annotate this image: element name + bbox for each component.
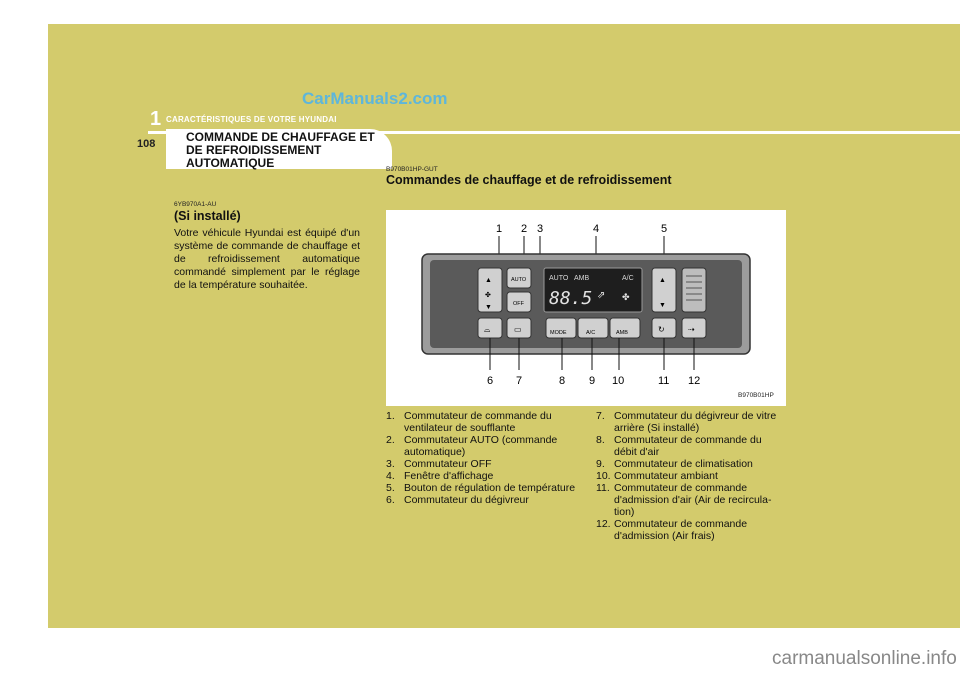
auto-button-label: AUTO — [511, 277, 527, 283]
temp-down-icon: ▼ — [659, 302, 666, 309]
airflow-mode-icon: ⇗ — [597, 290, 606, 301]
list-item — [386, 494, 576, 506]
page-number: 108 — [137, 138, 156, 150]
display-temperature: 88.5 — [549, 288, 593, 309]
callout-11: 11 — [658, 375, 670, 387]
item-number: 12. — [596, 518, 611, 530]
control-panel-figure — [386, 210, 786, 406]
item-number: 1. — [386, 410, 395, 422]
item-number: 7. — [596, 410, 605, 422]
item-number: 10. — [596, 470, 611, 482]
callout-10: 10 — [612, 375, 625, 387]
figure-section-title: Commandes de chauffage et de refroidissement — [386, 173, 672, 187]
item-text: Commutateur AUTO (commande automatique) — [404, 434, 558, 458]
watermark-link[interactable]: CarManuals2.com — [302, 89, 448, 108]
display-amb-label: AMB — [574, 275, 590, 282]
list-item — [596, 458, 786, 470]
item-text: Commutateur de commande d'admission d'air (Air de recircula-tion) — [614, 482, 772, 518]
callout-7: 7 — [516, 375, 523, 387]
list-item — [596, 482, 786, 518]
item-number: 11. — [596, 482, 610, 494]
section-title: COMMANDE DE CHAUFFAGE ET DE REFROIDISSEMENT AUTOMATIQUE — [186, 130, 375, 170]
intro-paragraph: Votre véhicule Hyundai est équipé d'un système de commande de chauffage et de refroidissement automatique commandé simplement par le réglage de la température souhaitée. — [174, 227, 360, 291]
item-number: 4. — [386, 470, 395, 482]
callout-12: 12 — [688, 375, 701, 387]
fresh-air-icon: ⇢ — [688, 325, 695, 334]
fan-up-icon: ▲ — [485, 277, 492, 284]
chapter-number: 1 — [150, 108, 162, 130]
list-item — [386, 434, 576, 458]
item-number: 3. — [386, 458, 395, 470]
list-item — [596, 410, 786, 434]
ac-button-label: A/C — [586, 330, 596, 336]
control-panel-diagram — [386, 210, 786, 406]
item-text: Commutateur de commande du débit d'air — [614, 434, 762, 458]
defroster-icon: ⌓ — [484, 325, 491, 334]
fan-display-icon: ✤ — [622, 292, 630, 302]
list-item — [386, 482, 576, 494]
callout-8: 8 — [559, 375, 566, 387]
callout-1: 1 — [496, 223, 503, 235]
section-subtitle: (Si installé) — [174, 209, 241, 223]
legend-list-right — [596, 410, 786, 542]
item-text: Fenêtre d'affichage — [404, 470, 494, 482]
item-text: Bouton de régulation de température — [404, 482, 576, 494]
figure-code: B970B01HP — [738, 392, 774, 399]
vent-grille — [682, 268, 706, 312]
list-item — [386, 410, 576, 434]
amb-button-label: AMB — [616, 330, 628, 336]
item-text: Commutateur du dégivreur — [404, 494, 529, 506]
list-item — [596, 434, 786, 458]
list-item — [596, 470, 786, 482]
item-number: 8. — [596, 434, 605, 446]
callout-5: 5 — [661, 223, 668, 235]
figure-section-code: B970B01HP-GUT — [386, 166, 438, 173]
temp-up-icon: ▲ — [659, 277, 666, 284]
footer-watermark[interactable]: carmanualsonline.info — [772, 648, 957, 669]
item-text: Commutateur du dégivreur de vitre arrière (Si installé) — [614, 410, 777, 434]
item-text: Commutateur ambiant — [614, 470, 718, 482]
callout-4: 4 — [593, 223, 600, 235]
item-number: 6. — [386, 494, 395, 506]
item-text: Commutateur de commande du ventilateur de soufflante — [404, 410, 552, 434]
item-number: 9. — [596, 458, 605, 470]
display-ac-label: A/C — [622, 275, 634, 282]
item-text: Commutateur de climatisation — [614, 458, 753, 470]
item-text: Commutateur de commande d'admission (Air frais) — [614, 518, 748, 542]
section-code: 6YB970A1-AU — [174, 201, 217, 208]
list-item — [386, 458, 576, 470]
item-number: 5. — [386, 482, 395, 494]
item-text: Commutateur OFF — [404, 458, 492, 470]
fan-icon: ✤ — [485, 292, 491, 299]
recirculation-icon: ↻ — [658, 325, 665, 334]
list-item — [596, 518, 786, 542]
list-item — [386, 470, 576, 482]
top-margin — [0, 0, 960, 24]
callout-2: 2 — [521, 223, 528, 235]
display-auto-label: AUTO — [549, 275, 569, 282]
callout-3: 3 — [537, 223, 544, 235]
mode-button-label: MODE — [550, 330, 567, 336]
callout-6: 6 — [487, 375, 494, 387]
fan-down-icon: ▼ — [485, 304, 492, 311]
off-button-label: OFF — [513, 301, 524, 307]
item-number: 2. — [386, 434, 395, 446]
rear-defroster-icon: ▭ — [514, 325, 522, 334]
chapter-title: CARACTÉRISTIQUES DE VOTRE HYUNDAI — [166, 115, 337, 124]
legend-list-left — [386, 410, 576, 506]
callout-9: 9 — [589, 375, 596, 387]
